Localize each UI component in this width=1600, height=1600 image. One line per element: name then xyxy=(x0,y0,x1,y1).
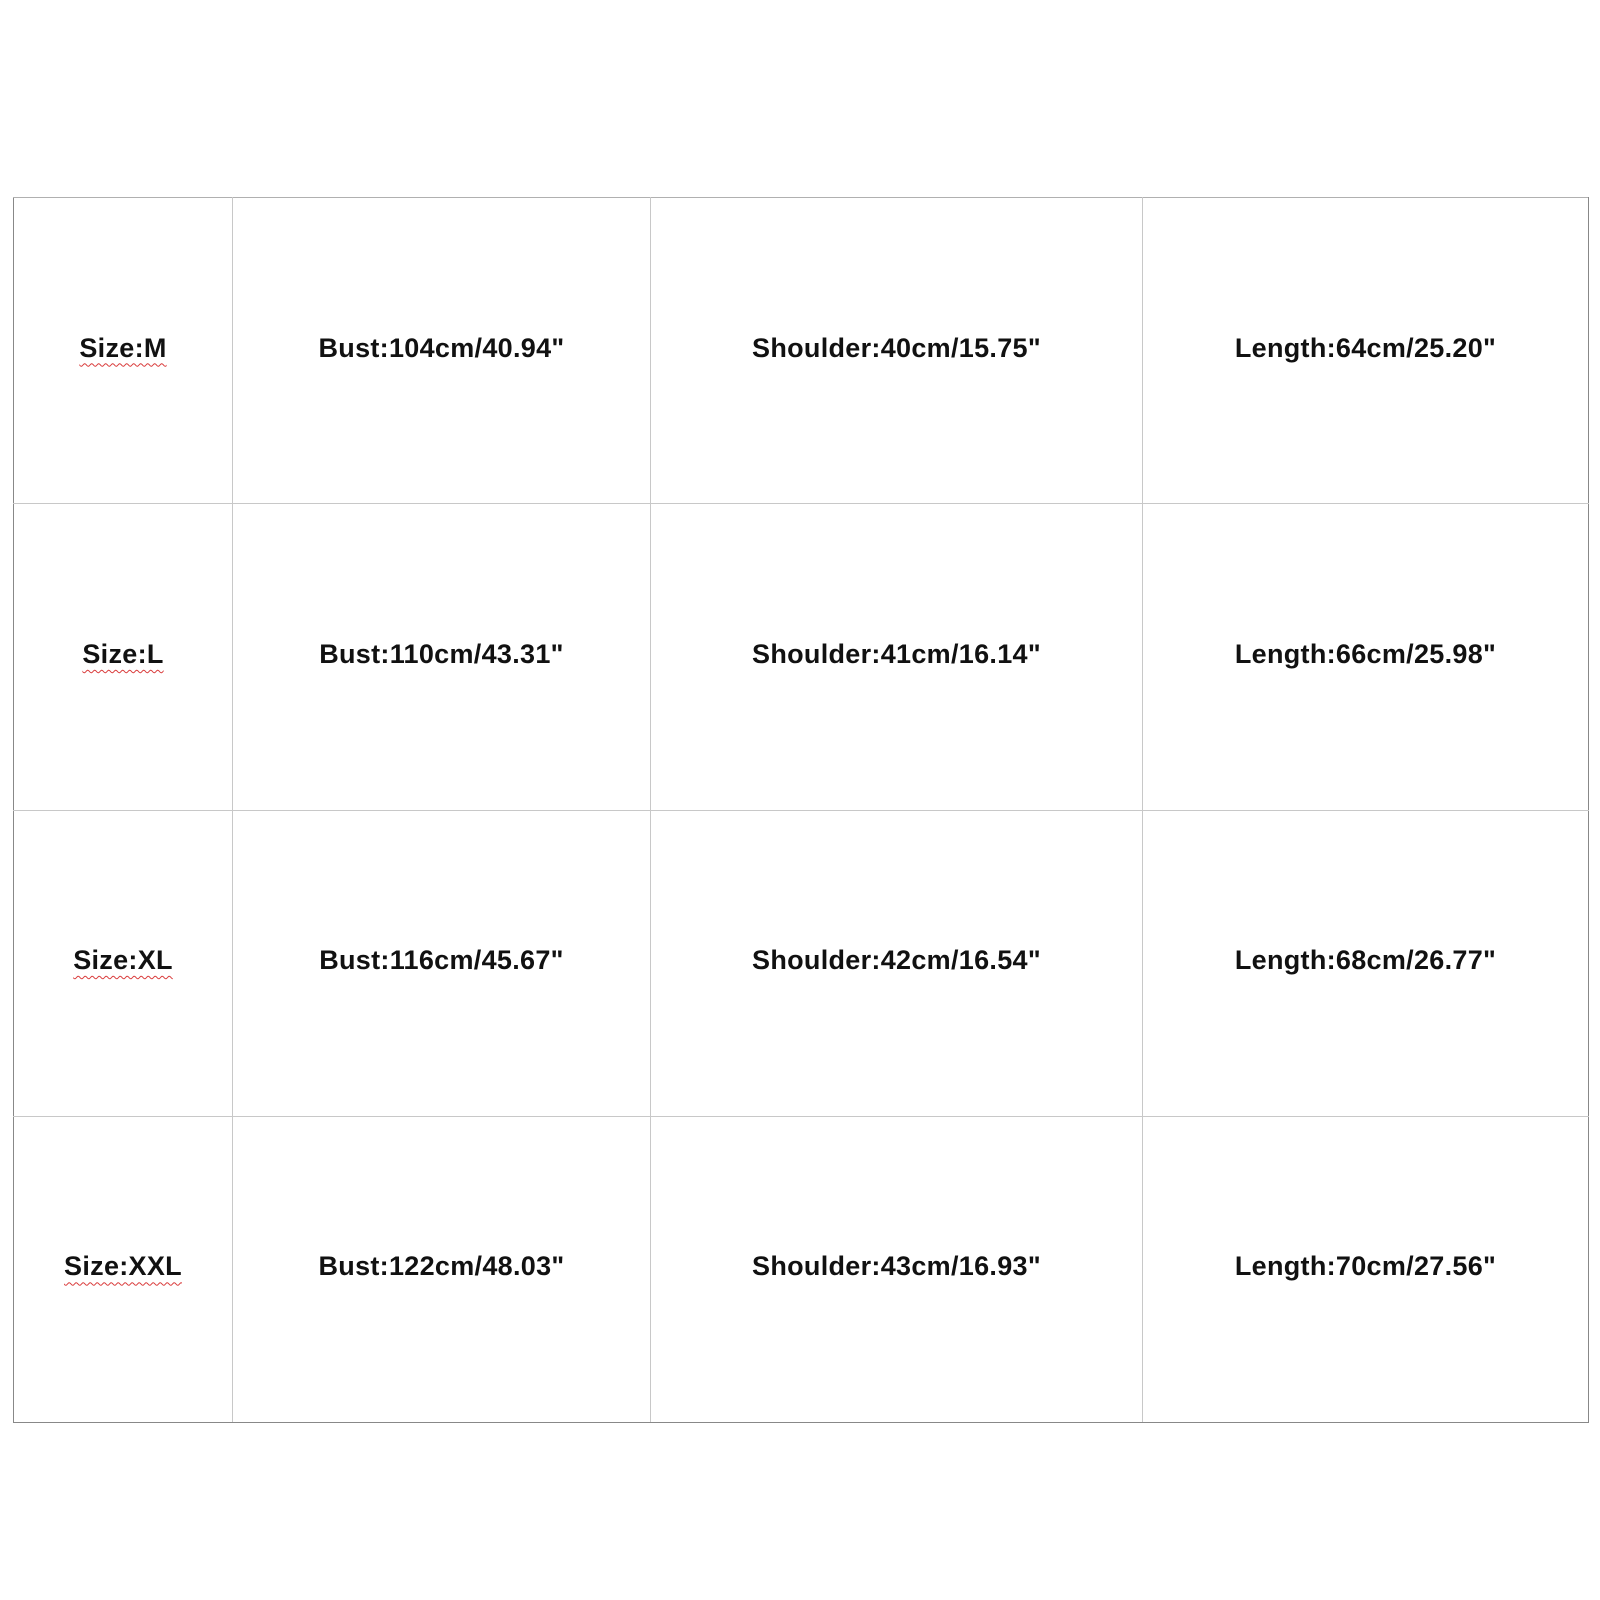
size-label: Size:XL xyxy=(73,945,173,976)
bust-cell: Bust:116cm/45.67" xyxy=(233,810,651,1116)
bust-cell: Bust:104cm/40.94" xyxy=(233,198,651,504)
size-label: Size:L xyxy=(82,638,164,669)
size-cell xyxy=(14,504,233,810)
shoulder-cell: Shoulder:40cm/15.75" xyxy=(651,198,1143,504)
shoulder-cell: Shoulder:42cm/16.54" xyxy=(651,810,1143,1116)
size-cell xyxy=(14,1116,233,1422)
size-label: Size:XXL xyxy=(64,1251,182,1282)
size-cell xyxy=(14,198,233,504)
bust-cell: Bust:110cm/43.31" xyxy=(233,504,651,810)
length-cell: Length:68cm/26.77" xyxy=(1143,810,1589,1116)
table-row xyxy=(14,198,1589,504)
table-row xyxy=(14,810,1589,1116)
size-chart-table xyxy=(13,197,1589,1423)
table-row xyxy=(14,1116,1589,1422)
length-cell: Length:70cm/27.56" xyxy=(1143,1116,1589,1422)
size-cell xyxy=(14,810,233,1116)
shoulder-cell: Shoulder:43cm/16.93" xyxy=(651,1116,1143,1422)
length-cell: Length:64cm/25.20" xyxy=(1143,198,1589,504)
bust-cell: Bust:122cm/48.03" xyxy=(233,1116,651,1422)
size-label: Size:M xyxy=(79,332,167,363)
shoulder-cell: Shoulder:41cm/16.14" xyxy=(651,504,1143,810)
table-row xyxy=(14,504,1589,810)
length-cell: Length:66cm/25.98" xyxy=(1143,504,1589,810)
